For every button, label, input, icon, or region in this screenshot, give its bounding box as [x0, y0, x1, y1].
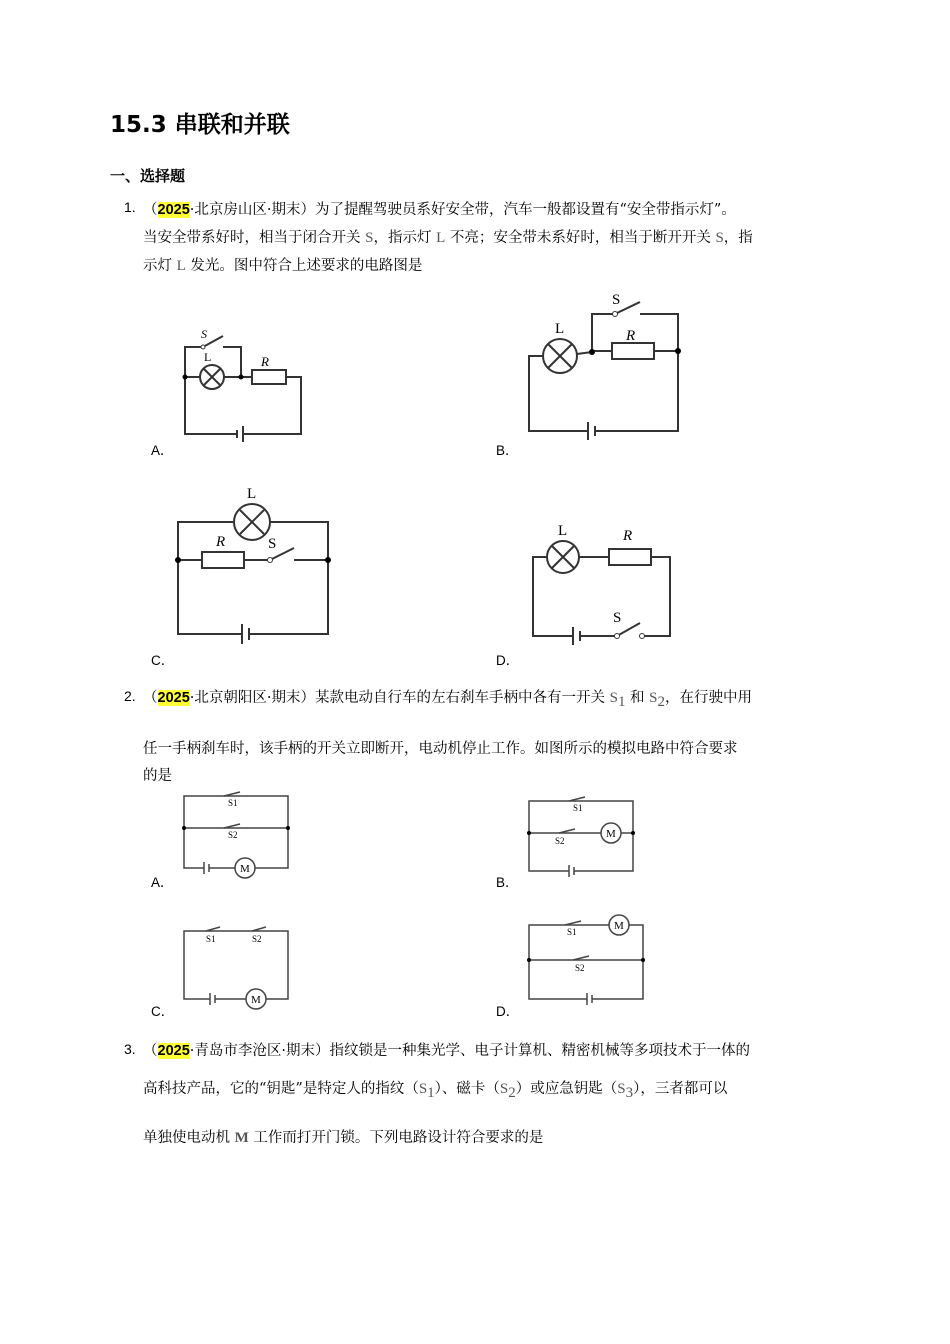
option-label: D．: [496, 653, 520, 668]
svg-text:R: R: [261, 354, 269, 369]
svg-text:L: L: [555, 321, 565, 337]
resistor-icon: [612, 343, 654, 359]
option-label: A．: [151, 443, 174, 458]
question-3-line-2: 高科技产品，它的“钥匙”是特定人的指纹$(S_1)$、磁卡$(S_2)$或应急钥匙$(S_3)$，三者都可以: [143, 1081, 728, 1101]
svg-text:M: M: [606, 828, 616, 840]
svg-text:R: R: [623, 528, 633, 544]
q1-circuit-d: [525, 515, 685, 645]
svg-text:S2: S2: [228, 830, 238, 840]
question-number: 1.: [124, 199, 136, 215]
svg-text:S: S: [201, 327, 207, 341]
section-heading: 一、选择题: [110, 167, 186, 185]
svg-text:S: S: [613, 610, 622, 626]
option-label: C．: [151, 653, 175, 668]
resistor-icon: [609, 549, 651, 565]
svg-text:S: S: [612, 292, 621, 308]
question-1-line-1: （2025·北京房山区·期末）为了提醒驾驶员系好安全带，汽车一般都设置有“安全带指示灯”。: [143, 202, 736, 218]
svg-text:R: R: [626, 328, 636, 344]
svg-text:M: M: [614, 920, 624, 932]
svg-text:S1: S1: [228, 798, 238, 808]
svg-text:L: L: [247, 486, 257, 502]
year-tag: 2025: [157, 202, 190, 218]
option-label: D．: [496, 1004, 520, 1019]
question-3-line-1: （2025·青岛市李沧区·期末）指纹锁是一种集光学、电子计算机、精密机械等多项技术于一体的: [143, 1043, 750, 1059]
q1-circuit-c: [170, 478, 340, 648]
svg-text:R: R: [216, 534, 226, 550]
svg-text:S1: S1: [573, 803, 583, 813]
q2-circuit-b: [525, 795, 640, 880]
option-label: B．: [496, 443, 519, 458]
svg-text:S2: S2: [252, 934, 262, 944]
page-title: 15.3 串联和并联: [110, 112, 290, 138]
question-number: 2.: [124, 688, 136, 704]
option-label: C．: [151, 1004, 175, 1019]
svg-text:S: S: [268, 536, 277, 552]
question-1-line-2: 当安全带系好时，相当于闭合开关 S，指示灯 L 不亮；安全带未系好时，相当于断开开关 S，指: [143, 230, 753, 246]
option-label: B．: [496, 875, 519, 890]
svg-text:S2: S2: [555, 836, 565, 846]
svg-text:L: L: [204, 350, 212, 364]
year-tag: 2025: [157, 690, 190, 706]
q1-circuit-b: [520, 284, 690, 444]
resistor-icon: [202, 552, 244, 568]
question-2-line-3: 的是: [143, 768, 172, 784]
q2-circuit-a: [180, 790, 295, 875]
option-label: A．: [151, 875, 174, 890]
question-2-line-1: （2025·北京朝阳区·期末）某款电动自行车的左右刹车手柄中各有一开关 $S_1$ 和 $S_2$，在行驶中用: [143, 690, 752, 710]
svg-text:M: M: [240, 863, 250, 875]
svg-text:S1: S1: [567, 927, 577, 937]
q2-circuit-d: [525, 915, 650, 1005]
svg-text:S1: S1: [206, 934, 216, 944]
svg-text:S2: S2: [575, 963, 585, 973]
q2-circuit-c: [180, 925, 295, 1005]
question-number: 3.: [124, 1041, 136, 1057]
question-1-line-3: 示灯 L 发光。图中符合上述要求的电路图是: [143, 258, 423, 274]
q1-circuit-a: [175, 322, 310, 447]
question-3-line-3: 单独使电动机 M 工作而打开门锁。下列电路设计符合要求的是: [143, 1130, 544, 1146]
svg-text:L: L: [558, 523, 568, 539]
resistor-icon: [252, 370, 286, 384]
year-tag: 2025: [157, 1043, 190, 1059]
question-2-line-2: 任一手柄刹车时，该手柄的开关立即断开，电动机停止工作。如图所示的模拟电路中符合要求: [143, 741, 738, 757]
svg-text:M: M: [251, 994, 261, 1006]
